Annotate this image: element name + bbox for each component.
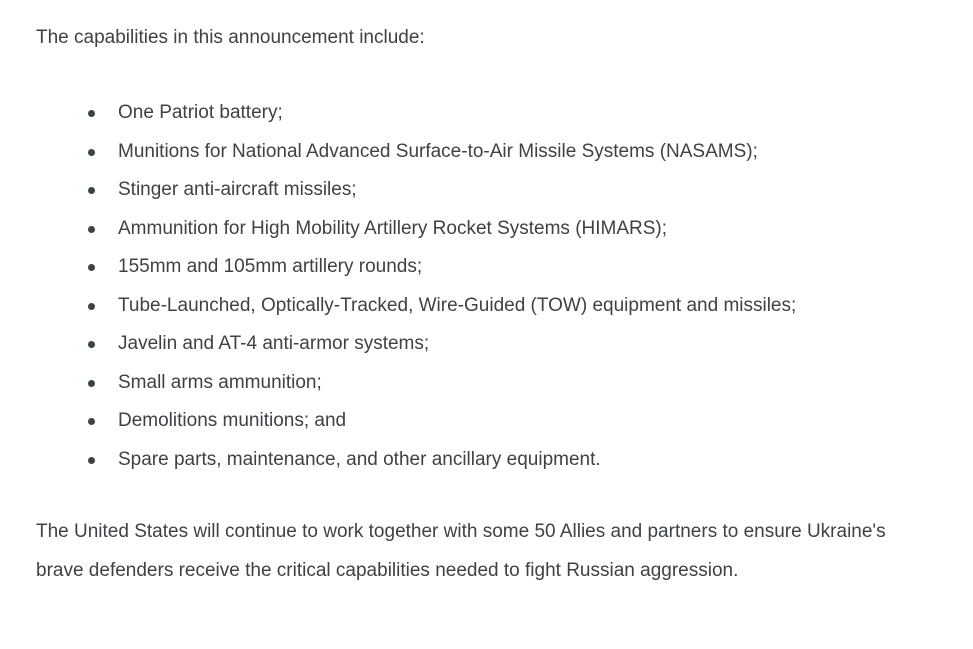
bullet-icon	[88, 303, 95, 310]
list-item-text: 155mm and 105mm artillery rounds;	[118, 256, 423, 277]
list-item-text: Spare parts, maintenance, and other ancillary equipment.	[118, 448, 601, 470]
closing-paragraph: The United States will continue to work together with some 50 Allies and partners to ensure Ukraine's brave defenders receive the critical capabilities needed to fight Russian aggression.	[36, 521, 886, 581]
list-item	[88, 364, 937, 403]
bullet-icon	[88, 380, 95, 387]
bullet-icon	[88, 264, 95, 271]
bullet-icon	[88, 341, 95, 348]
list-item	[88, 287, 937, 326]
list-item	[88, 402, 937, 441]
bullet-icon	[88, 149, 95, 156]
bullet-icon	[88, 457, 95, 464]
intro-paragraph: The capabilities in this announcement include:	[36, 27, 425, 48]
capabilities-list	[36, 94, 937, 479]
list-item	[88, 210, 937, 249]
bullet-icon	[88, 418, 95, 425]
list-item-text: Ammunition for High Mobility Artillery Rocket Systems (HIMARS);	[118, 217, 668, 239]
list-item-text: One Patriot battery;	[118, 102, 283, 123]
list-item-text: Small arms ammunition;	[118, 371, 322, 393]
list-item-text: Javelin and AT-4 anti-armor systems;	[118, 333, 430, 354]
list-item	[88, 248, 937, 287]
list-item	[88, 171, 937, 210]
list-item-text: Munitions for National Advanced Surface-to-Air Missile Systems (NASAMS);	[118, 140, 758, 162]
list-item	[88, 133, 937, 172]
bullet-icon	[88, 187, 95, 194]
bullet-icon	[88, 226, 95, 233]
bullet-icon	[88, 110, 95, 117]
list-item	[88, 325, 937, 364]
list-item-text: Stinger anti-aircraft missiles;	[118, 179, 357, 200]
list-item	[88, 441, 937, 480]
list-item-text: Demolitions munitions; and	[118, 410, 347, 431]
list-item-text: Tube-Launched, Optically-Tracked, Wire-Guided (TOW) equipment and missiles;	[118, 294, 797, 316]
list-item	[88, 94, 937, 133]
